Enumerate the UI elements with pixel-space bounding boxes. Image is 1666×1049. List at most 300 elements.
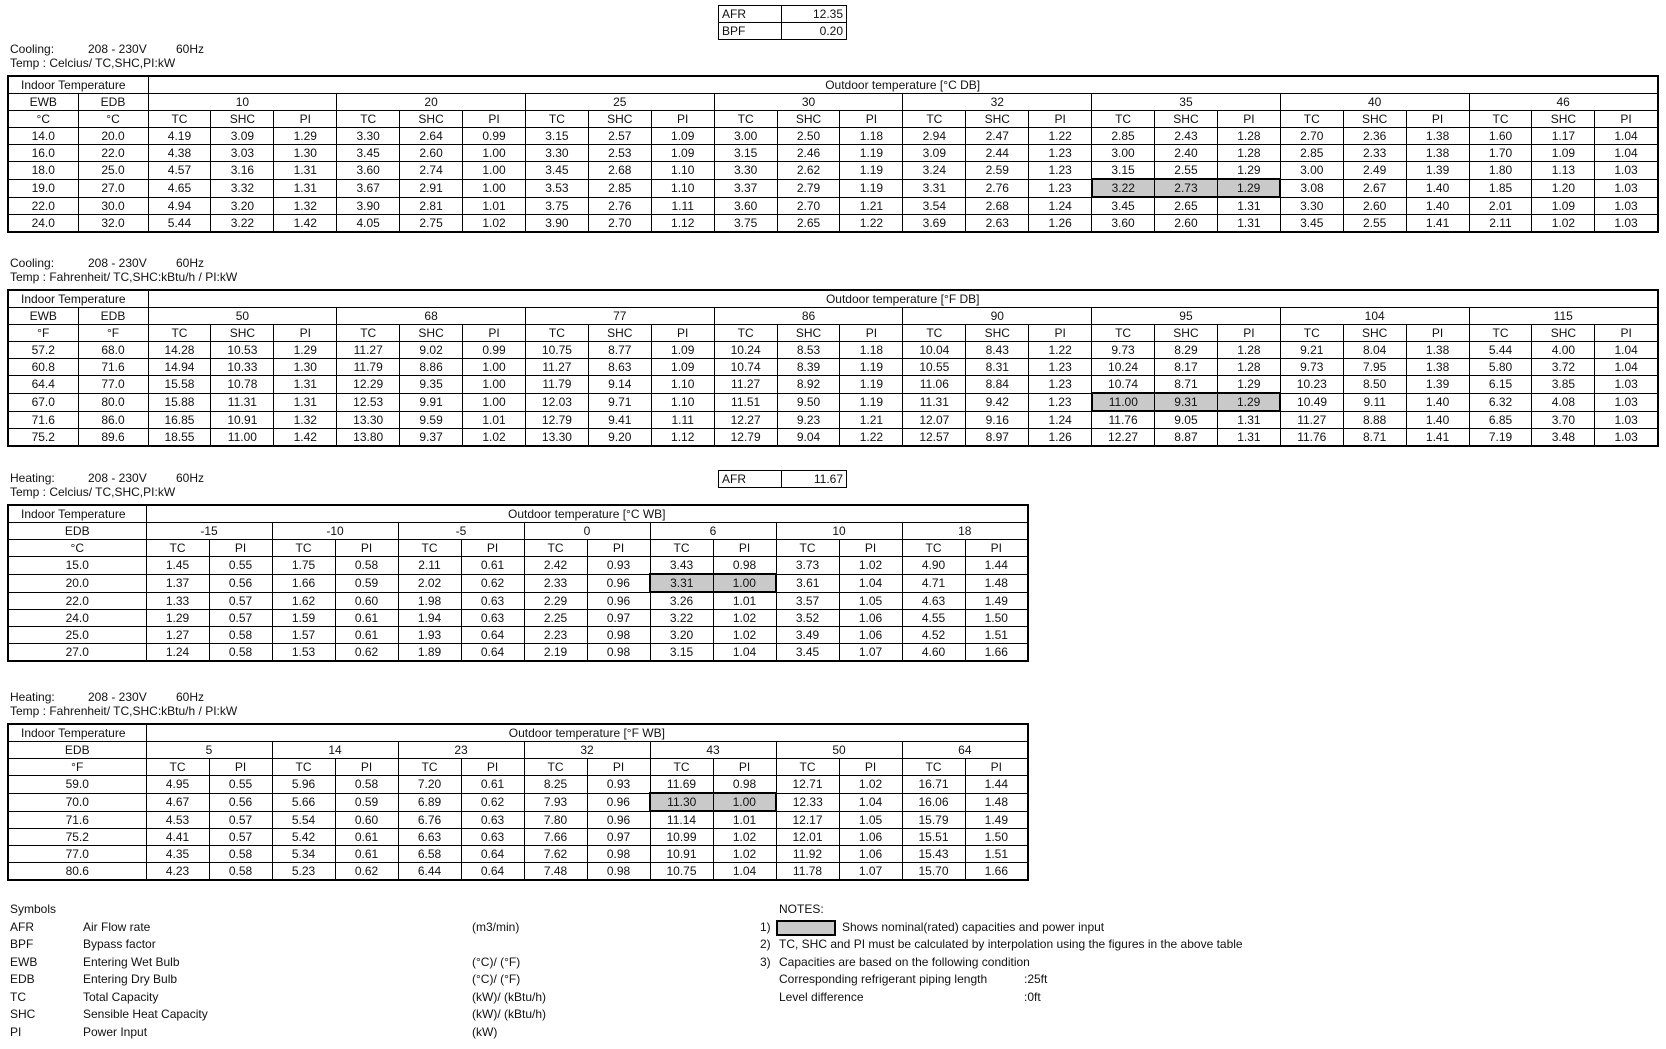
table-cell: 2.75: [400, 215, 463, 233]
table-cell: 1.49: [965, 811, 1028, 829]
table-cell: 1.00: [463, 376, 526, 394]
table-cell: 1.18: [840, 128, 903, 145]
table-cell: 4.53: [146, 811, 209, 829]
table-cell: 1.42: [274, 429, 337, 447]
outdoor-temp-header: 6: [650, 523, 776, 540]
table-cell: 71.6: [8, 811, 146, 829]
table-cell: 1.03: [1595, 411, 1658, 429]
table-cell: 8.86: [400, 359, 463, 376]
table-cell: 0.62: [335, 863, 398, 881]
table-cell: 3.73: [776, 557, 839, 575]
table-cell: 1.13: [1532, 162, 1595, 180]
outdoor-temp-header: -15: [146, 523, 272, 540]
table-cell: 25.0: [8, 627, 146, 644]
table-cell: 1.01: [463, 197, 526, 215]
table-cell: 2.65: [1155, 197, 1218, 215]
table-cell: 0.98: [587, 846, 650, 863]
table-cell: 10.91: [650, 846, 713, 863]
table-cell: 4.41: [146, 829, 209, 846]
table-cell: 3.72: [1532, 359, 1595, 376]
table-cell: 1.30: [274, 359, 337, 376]
table-cell: 9.71: [588, 393, 651, 411]
table-cell: 7.19: [1469, 429, 1532, 447]
symbol-unit: (°C)/ (°F): [472, 954, 521, 969]
table-cell: 1.22: [1029, 342, 1092, 359]
sub-header: PI: [587, 540, 650, 557]
notes-title: NOTES:: [779, 902, 824, 916]
sub-header: PI: [651, 111, 714, 128]
table-cell: 10.04: [903, 342, 966, 359]
table-cell: 9.41: [588, 411, 651, 429]
table-cell: 9.11: [1343, 393, 1406, 411]
table-cell: 0.64: [461, 644, 524, 662]
table-cell: 8.04: [1343, 342, 1406, 359]
table-cell: 1.09: [651, 145, 714, 162]
table-cell: 1.31: [1217, 429, 1280, 447]
table-cell: 2.33: [524, 574, 587, 592]
table-cell: 3.00: [714, 128, 777, 145]
afr-value: 12.35: [782, 6, 847, 23]
table-cell: 2.19: [524, 644, 587, 662]
symbol-code: BPF: [10, 937, 34, 951]
table-cell: 4.08: [1532, 393, 1595, 411]
table-cell: 1.03: [1595, 162, 1658, 180]
note-1-number: 1): [760, 919, 771, 934]
symbol-description: Total Capacity: [83, 989, 159, 1004]
outdoor-temp-header: 0: [524, 523, 650, 540]
sub-header: PI: [209, 540, 272, 557]
sub-header: TC: [650, 540, 713, 557]
table-cell: 4.57: [148, 162, 211, 180]
table-cell: 14.94: [148, 359, 211, 376]
table-cell: 0.62: [335, 644, 398, 662]
table-cell: 1.98: [398, 592, 461, 610]
table-cell: 3.69: [903, 215, 966, 233]
table-cell: 1.01: [713, 811, 776, 829]
table-cell: 10.75: [650, 863, 713, 881]
table-cell: 0.61: [461, 776, 524, 794]
table-cell: 9.59: [400, 411, 463, 429]
mode-label: Cooling:: [10, 42, 55, 56]
table-row: [8, 376, 1658, 394]
table-cell: 9.16: [966, 411, 1029, 429]
table-cell: 60.8: [8, 359, 78, 376]
table-row: [8, 776, 1028, 794]
table-cell: 0.57: [209, 829, 272, 846]
table-cell: 3.24: [903, 162, 966, 180]
table-cell: 15.43: [902, 846, 965, 863]
table-cell: 8.50: [1343, 376, 1406, 394]
table-cell: 2.46: [777, 145, 840, 162]
table-cell: 2.74: [400, 162, 463, 180]
legend-item: [10, 1024, 610, 1042]
table-cell: 0.98: [587, 644, 650, 662]
heating-fahrenheit-table: [7, 723, 1029, 881]
table-cell: 13.30: [337, 411, 400, 429]
table-cell: 3.08: [1280, 179, 1343, 197]
header-row-temps: [8, 94, 1658, 111]
table-cell: 1.06: [839, 829, 902, 846]
table-cell: 4.67: [146, 793, 209, 811]
table-cell: 1.24: [1029, 411, 1092, 429]
symbol-description: Air Flow rate: [83, 919, 151, 934]
table-cell: 1.04: [1595, 342, 1658, 359]
table-cell: 6.85: [1469, 411, 1532, 429]
table-cell: 10.99: [650, 829, 713, 846]
table-cell: 0.61: [335, 627, 398, 644]
table-cell: 15.79: [902, 811, 965, 829]
sub-header: PI: [463, 325, 526, 342]
table-cell: 1.02: [463, 215, 526, 233]
table-cell: 1.41: [1406, 215, 1469, 233]
col1-unit: °F: [8, 325, 78, 342]
table-cell: 1.21: [840, 197, 903, 215]
table-cell: 11.51: [714, 393, 777, 411]
table-cell: 0.61: [335, 829, 398, 846]
sub-header: PI: [274, 111, 337, 128]
table-cell: 11.27: [1280, 411, 1343, 429]
table-cell: 11.79: [337, 359, 400, 376]
table-cell: 2.47: [966, 128, 1029, 145]
sub-header: PI: [651, 325, 714, 342]
sub-header: SHC: [1343, 325, 1406, 342]
table-row: [8, 411, 1658, 429]
table-cell: 4.94: [148, 197, 211, 215]
sub-header: PI: [1406, 111, 1469, 128]
table-cell: 1.06: [839, 610, 902, 627]
table-cell: 1.33: [146, 592, 209, 610]
table-cell: 2.55: [1155, 162, 1218, 180]
table-cell: 2.85: [588, 179, 651, 197]
table-cell: 4.52: [902, 627, 965, 644]
outdoor-temp-header: 40: [1280, 94, 1469, 111]
table-cell: 0.57: [209, 811, 272, 829]
table-cell: 1.66: [272, 574, 335, 592]
table-cell: 3.54: [903, 197, 966, 215]
sub-header: PI: [1217, 111, 1280, 128]
table-cell: 1.03: [1595, 376, 1658, 394]
table-cell: 1.57: [272, 627, 335, 644]
col1-label: EDB: [8, 523, 146, 540]
table-cell: 10.78: [211, 376, 274, 394]
nominal-cell: 3.22: [1092, 179, 1155, 197]
note-2: TC, SHC and PI must be calculated by interpolation using the figures in the above table: [779, 937, 1243, 951]
sub-header: SHC: [211, 111, 274, 128]
table-cell: 1.40: [1406, 197, 1469, 215]
table-cell: 0.58: [335, 557, 398, 575]
table-cell: 0.96: [587, 592, 650, 610]
sub-header: TC: [1469, 111, 1532, 128]
table-cell: 2.85: [1280, 145, 1343, 162]
table-cell: 3.45: [337, 145, 400, 162]
table-cell: 59.0: [8, 776, 146, 794]
bpf-label: BPF: [719, 23, 782, 40]
table-cell: 2.67: [1343, 179, 1406, 197]
table-cell: 8.25: [524, 776, 587, 794]
sub-header: PI: [587, 759, 650, 776]
table-cell: 9.42: [966, 393, 1029, 411]
table-cell: 77.0: [78, 376, 148, 394]
table-cell: 1.02: [713, 829, 776, 846]
table-cell: 22.0: [78, 145, 148, 162]
table-row: [8, 557, 1028, 575]
sub-header: PI: [1217, 325, 1280, 342]
table-cell: 4.23: [146, 863, 209, 881]
table-row: [8, 393, 1658, 411]
table-cell: 0.99: [463, 342, 526, 359]
table-cell: 7.48: [524, 863, 587, 881]
table-row: [8, 145, 1658, 162]
table-cell: 15.70: [902, 863, 965, 881]
table-cell: 32.0: [78, 215, 148, 233]
table-cell: 2.36: [1343, 128, 1406, 145]
table-cell: 1.45: [146, 557, 209, 575]
table-cell: 12.57: [903, 429, 966, 447]
table-cell: 3.20: [211, 197, 274, 215]
outdoor-temperature-label: Outdoor temperature [°C DB]: [148, 76, 1658, 94]
table-cell: 1.22: [840, 429, 903, 447]
table-cell: 24.0: [8, 215, 78, 233]
table-cell: 1.02: [713, 627, 776, 644]
table-cell: 1.04: [1595, 359, 1658, 376]
table-cell: 1.28: [1217, 342, 1280, 359]
outdoor-temp-header: 32: [903, 94, 1092, 111]
table-cell: 1.10: [651, 162, 714, 180]
sub-header: PI: [1406, 325, 1469, 342]
table-cell: 12.53: [337, 393, 400, 411]
table-cell: 16.0: [8, 145, 78, 162]
symbol-unit: (kW)/ (kBtu/h): [472, 989, 546, 1004]
table-cell: 1.29: [1217, 376, 1280, 394]
table-cell: 1.23: [1029, 162, 1092, 180]
table-cell: 2.60: [400, 145, 463, 162]
sub-header: PI: [840, 325, 903, 342]
sub-header: TC: [1092, 325, 1155, 342]
table-cell: 3.53: [525, 179, 588, 197]
table-cell: 18.55: [148, 429, 211, 447]
table-cell: 0.57: [209, 592, 272, 610]
table-cell: 1.19: [840, 359, 903, 376]
sub-header: TC: [337, 111, 400, 128]
table-cell: 7.93: [524, 793, 587, 811]
table-cell: 1.27: [146, 627, 209, 644]
col2-label: EDB: [78, 94, 148, 111]
header-row-labels: [8, 724, 1028, 742]
outdoor-temp-header: 43: [650, 742, 776, 759]
table-cell: 1.19: [840, 376, 903, 394]
sub-header: SHC: [777, 111, 840, 128]
units-label: Temp : Fahrenheit/ TC,SHC:kBtu/h / PI:kW: [10, 270, 238, 284]
sub-header: TC: [776, 759, 839, 776]
col1-label: EDB: [8, 742, 146, 759]
sub-header: PI: [1029, 325, 1092, 342]
section-3-header: [10, 471, 204, 499]
sub-header: TC: [148, 325, 211, 342]
frequency: 60Hz: [176, 690, 205, 704]
table-cell: 0.61: [461, 557, 524, 575]
table-cell: 10.55: [903, 359, 966, 376]
table-cell: 1.31: [274, 393, 337, 411]
table-cell: 1.32: [274, 411, 337, 429]
sub-header: PI: [209, 759, 272, 776]
table-cell: 2.23: [524, 627, 587, 644]
table-cell: 9.20: [588, 429, 651, 447]
table-cell: 15.0: [8, 557, 146, 575]
table-cell: 1.42: [274, 215, 337, 233]
table-cell: 9.73: [1092, 342, 1155, 359]
symbols-legend: [10, 901, 610, 1041]
table-cell: 1.29: [274, 128, 337, 145]
table-cell: 6.32: [1469, 393, 1532, 411]
outdoor-temp-header: 23: [398, 742, 524, 759]
table-cell: 1.30: [274, 145, 337, 162]
table-cell: 1.21: [840, 411, 903, 429]
table-cell: 0.97: [587, 610, 650, 627]
table-cell: 0.61: [335, 846, 398, 863]
table-cell: 0.58: [209, 627, 272, 644]
table-cell: 1.11: [651, 197, 714, 215]
voltage: 208 - 230V: [88, 42, 147, 56]
table-cell: 3.45: [776, 644, 839, 662]
table-row: [8, 592, 1028, 610]
table-cell: 16.85: [148, 411, 211, 429]
table-cell: 3.60: [1092, 215, 1155, 233]
table-cell: 3.75: [525, 197, 588, 215]
table-cell: 3.32: [211, 179, 274, 197]
sub-header: TC: [903, 111, 966, 128]
table-cell: 1.85: [1469, 179, 1532, 197]
table-cell: 2.11: [1469, 215, 1532, 233]
table-cell: 7.66: [524, 829, 587, 846]
table-cell: 1.66: [965, 863, 1028, 881]
table-cell: 1.48: [965, 793, 1028, 811]
mode-label: Heating:: [10, 471, 55, 485]
table-cell: 7.62: [524, 846, 587, 863]
sub-header: TC: [525, 325, 588, 342]
table-cell: 1.50: [965, 610, 1028, 627]
table-cell: 1.94: [398, 610, 461, 627]
table-cell: 12.79: [714, 429, 777, 447]
table-cell: 0.58: [209, 644, 272, 662]
table-cell: 5.96: [272, 776, 335, 794]
table-cell: 11.79: [525, 376, 588, 394]
outdoor-temp-header: 46: [1469, 94, 1658, 111]
units-label: Temp : Fahrenheit/ TC,SHC:kBtu/h / PI:kW: [10, 704, 238, 718]
sub-header: SHC: [966, 325, 1029, 342]
header-row-temps: [8, 523, 1028, 540]
table-cell: 0.98: [587, 863, 650, 881]
table-cell: 12.03: [525, 393, 588, 411]
table-cell: 1.22: [1029, 128, 1092, 145]
table-cell: 3.52: [776, 610, 839, 627]
sub-header: SHC: [777, 325, 840, 342]
sub-header: SHC: [400, 325, 463, 342]
sub-header: TC: [272, 759, 335, 776]
symbol-code: AFR: [10, 919, 34, 934]
outdoor-temp-header: 32: [524, 742, 650, 759]
table-cell: 2.42: [524, 557, 587, 575]
sub-header: TC: [902, 540, 965, 557]
table-cell: 77.0: [8, 846, 146, 863]
condition-2-value: :0ft: [1024, 989, 1041, 1004]
table-cell: 2.01: [1469, 197, 1532, 215]
table-cell: 2.29: [524, 592, 587, 610]
table-cell: 2.70: [1280, 128, 1343, 145]
sub-header: TC: [1092, 111, 1155, 128]
table-cell: 1.28: [1217, 145, 1280, 162]
col2-unit: °F: [78, 325, 148, 342]
table-cell: 4.90: [902, 557, 965, 575]
col1-label: EWB: [8, 308, 78, 325]
sub-header: TC: [146, 759, 209, 776]
table-cell: 1.00: [463, 145, 526, 162]
symbol-code: EDB: [10, 972, 35, 986]
table-cell: 10.24: [714, 342, 777, 359]
nominal-cell: 1.29: [1217, 179, 1280, 197]
table-cell: 3.15: [525, 128, 588, 145]
table-cell: 0.62: [461, 793, 524, 811]
table-cell: 1.29: [1217, 162, 1280, 180]
indoor-temperature-label: Indoor Temperature: [8, 724, 146, 742]
outdoor-temp-header: 10: [148, 94, 337, 111]
table-cell: 14.28: [148, 342, 211, 359]
sub-header: PI: [463, 111, 526, 128]
table-cell: 2.70: [777, 197, 840, 215]
condition-1-value: :25ft: [1024, 972, 1048, 986]
table-cell: 8.17: [1155, 359, 1218, 376]
sub-header: SHC: [588, 325, 651, 342]
table-cell: 1.38: [1406, 342, 1469, 359]
sub-header: PI: [335, 759, 398, 776]
table-row: [8, 359, 1658, 376]
table-cell: 57.2: [8, 342, 78, 359]
table-cell: 10.49: [1280, 393, 1343, 411]
table-cell: 14.0: [8, 128, 78, 145]
table-cell: 1.29: [274, 342, 337, 359]
sub-header: TC: [903, 325, 966, 342]
legend-item: [10, 989, 610, 1007]
table-cell: 10.74: [714, 359, 777, 376]
table-cell: 80.6: [8, 863, 146, 881]
table-cell: 5.34: [272, 846, 335, 863]
table-cell: 5.42: [272, 829, 335, 846]
table-cell: 1.23: [1029, 359, 1092, 376]
cooling-fahrenheit-table: [7, 289, 1659, 447]
table-cell: 1.40: [1406, 179, 1469, 197]
table-cell: 3.48: [1532, 429, 1595, 447]
table-cell: 18.0: [8, 162, 78, 180]
symbol-code: PI: [10, 1024, 22, 1039]
sub-header: PI: [274, 325, 337, 342]
sub-header: PI: [1595, 111, 1658, 128]
outdoor-temp-header: 50: [148, 308, 337, 325]
table-cell: 3.15: [714, 145, 777, 162]
table-cell: 3.22: [211, 215, 274, 233]
sub-header: SHC: [966, 111, 1029, 128]
table-cell: 9.21: [1280, 342, 1343, 359]
table-cell: 3.61: [776, 574, 839, 592]
table-cell: 2.43: [1155, 128, 1218, 145]
table-row: [8, 429, 1658, 447]
header-row-subs: [8, 111, 1658, 128]
table-cell: 0.63: [461, 610, 524, 627]
symbol-code: SHC: [10, 1007, 36, 1021]
table-cell: 2.70: [588, 215, 651, 233]
table-cell: 3.45: [1092, 197, 1155, 215]
outdoor-temp-header: 5: [146, 742, 272, 759]
table-cell: 1.50: [965, 829, 1028, 846]
legend-item: [10, 954, 610, 972]
